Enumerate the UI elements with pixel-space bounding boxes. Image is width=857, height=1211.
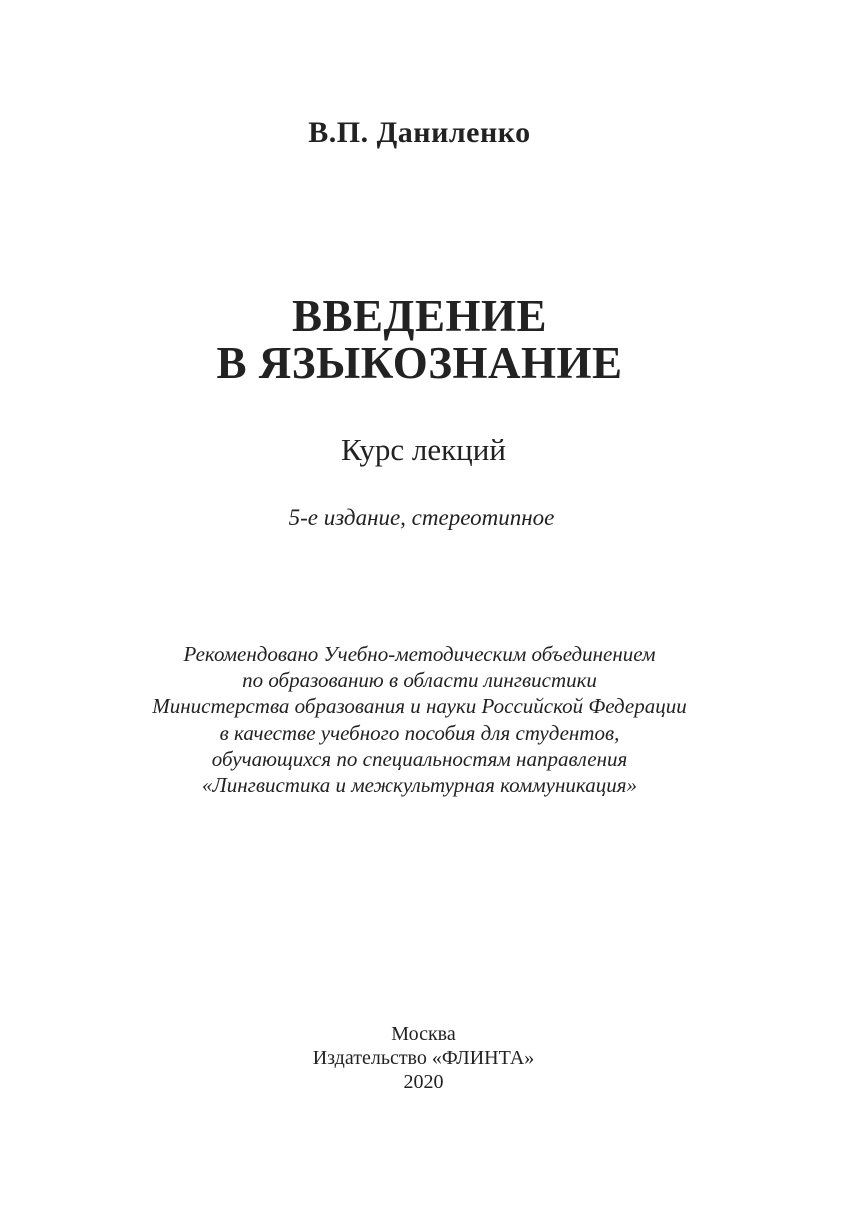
- recommendation-line: Рекомендовано Учебно-методическим объединением: [183, 642, 656, 666]
- book-title-line-2: В ЯЗЫКОЗНАНИЕ: [216, 338, 623, 388]
- recommendation-line: «Лингвистика и межкультурная коммуникация»: [202, 773, 637, 797]
- recommendation-line: по образованию в области лингвистики: [242, 668, 597, 692]
- imprint-year: 2020: [403, 1071, 444, 1093]
- book-title-line-1: ВВЕДЕНИЕ: [291, 291, 548, 341]
- recommendation-line: в качестве учебного пособия для студентов,: [219, 721, 620, 745]
- author-name: В.П. Даниленко: [308, 116, 531, 149]
- edition-note: 5-е издание, стереотипное: [288, 505, 555, 530]
- book-subtitle: Курс лекций: [341, 432, 506, 467]
- imprint-city: Москва: [391, 1023, 456, 1045]
- recommendation-line: Министерства образования и науки Российской Федерации: [152, 694, 687, 718]
- recommendation-line: обучающихся по специальностям направления: [211, 747, 628, 771]
- imprint-publisher: Издательство «ФЛИНТА»: [312, 1047, 535, 1069]
